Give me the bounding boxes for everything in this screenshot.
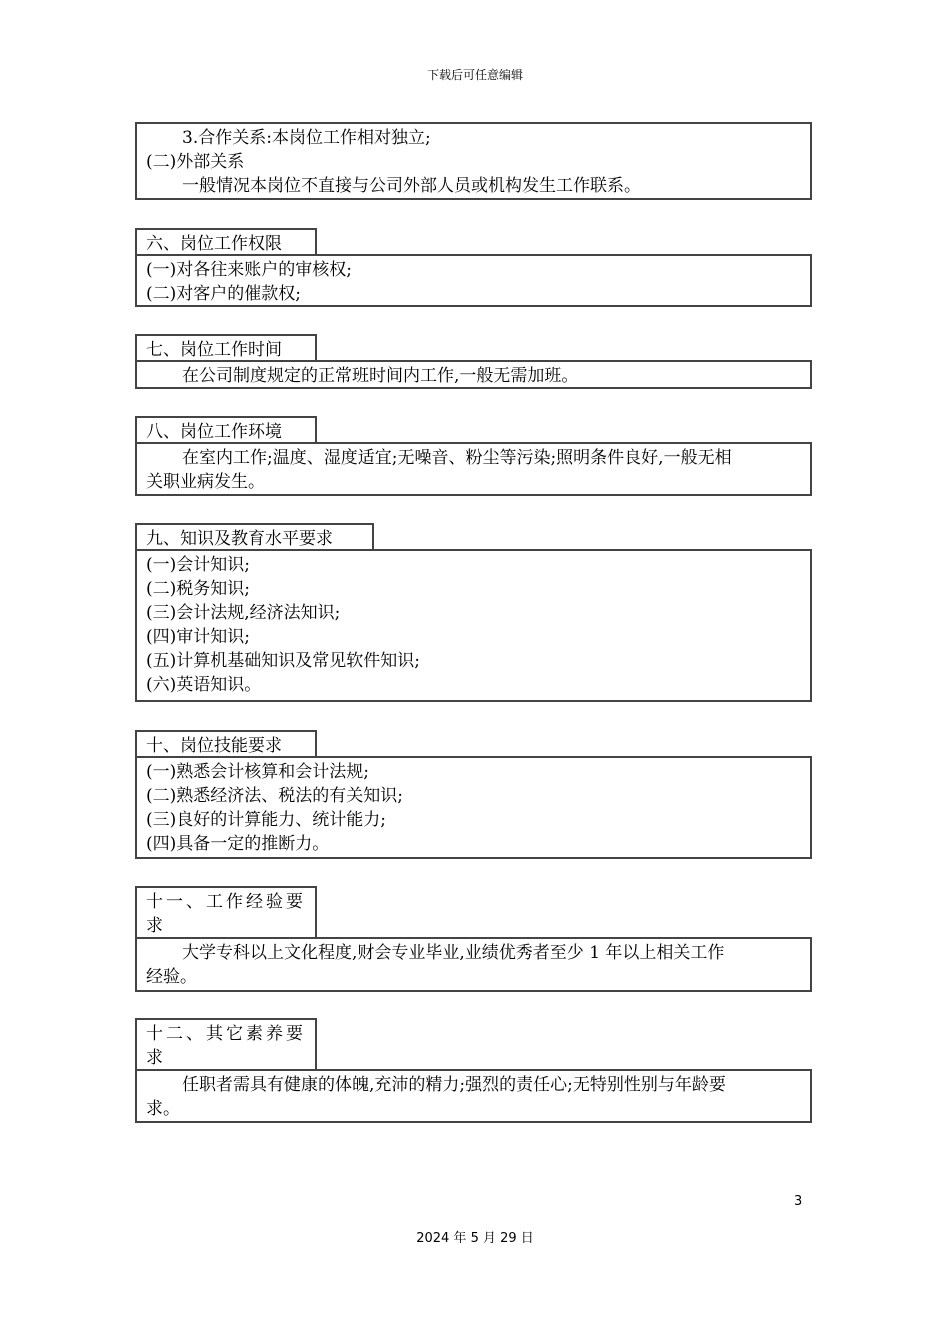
- section-8-title: 八、岗位工作环境: [135, 416, 317, 443]
- list-item: (二)税务知识;: [146, 579, 250, 599]
- section-12-title-line-2: 求: [146, 1048, 166, 1068]
- section-11-title: [135, 886, 317, 938]
- list-item: (三)良好的计算能力、统计能力;: [146, 810, 386, 830]
- list-item: (二)对客户的催款权;: [146, 284, 301, 304]
- section-7-text: 在公司制度规定的正常班时间内工作,一般无需加班。: [182, 366, 579, 386]
- relations-line-1: 3.合作关系:本岗位工作相对独立;: [182, 128, 431, 148]
- section-9-title: 九、知识及教育水平要求: [135, 523, 374, 550]
- list-item: (四)具备一定的推断力。: [146, 834, 330, 854]
- list-item: (一)会计知识;: [146, 555, 250, 575]
- section-8-text-line-2: 关职业病发生。: [146, 472, 265, 492]
- section-11-body: [135, 937, 812, 992]
- section-8-text-line-1: 在室内工作;温度、湿度适宜;无噪音、粉尘等污染;照明条件良好,一般无相: [182, 448, 732, 468]
- list-item: (五)计算机基础知识及常见软件知识;: [146, 651, 420, 671]
- section-6-title: 六、岗位工作权限: [135, 228, 317, 255]
- list-item: (四)审计知识;: [146, 627, 250, 647]
- section-12-body: [135, 1069, 812, 1123]
- section-8-body: [135, 442, 812, 496]
- page-number: 3: [794, 1194, 803, 1209]
- section-12-title-line-1: 十二、其它素养要: [146, 1024, 306, 1044]
- section-12-text-line-1: 任职者需具有健康的体魄,充沛的精力;强烈的责任心;无特别性别与年龄要: [182, 1075, 726, 1095]
- section-9-body: [135, 549, 812, 702]
- relations-box: [135, 122, 812, 200]
- list-item: (一)对各往来账户的审核权;: [146, 260, 352, 280]
- section-11-text-line-2: 经验。: [146, 967, 197, 987]
- section-7-title: 七、岗位工作时间: [135, 334, 317, 361]
- section-10-title: 十、岗位技能要求: [135, 730, 317, 757]
- relations-line-3: 一般情况本岗位不直接与公司外部人员或机构发生工作联系。: [182, 176, 641, 196]
- section-6-body: [135, 254, 812, 307]
- section-11-title-line-2: 求: [146, 916, 166, 936]
- section-11-text-line-1: 大学专科以上文化程度,财会专业毕业,业绩优秀者至少 1 年以上相关工作: [182, 943, 725, 963]
- list-item: (六)英语知识。: [146, 675, 262, 695]
- list-item: (三)会计法规,经济法知识;: [146, 603, 341, 623]
- section-12-text-line-2: 求。: [146, 1099, 180, 1119]
- relations-line-2: (二)外部关系: [146, 152, 245, 172]
- section-7-body: [135, 360, 812, 389]
- footer-date: 2024 年 5 月 29 日: [416, 1231, 534, 1246]
- section-12-title: [135, 1018, 317, 1070]
- header-note: 下载后可任意编辑: [426, 68, 523, 82]
- list-item: (一)熟悉会计核算和会计法规;: [146, 762, 369, 782]
- section-11-title-line-1: 十一、工作经验要: [146, 892, 306, 912]
- list-item: (二)熟悉经济法、税法的有关知识;: [146, 786, 403, 806]
- section-10-body: [135, 756, 812, 859]
